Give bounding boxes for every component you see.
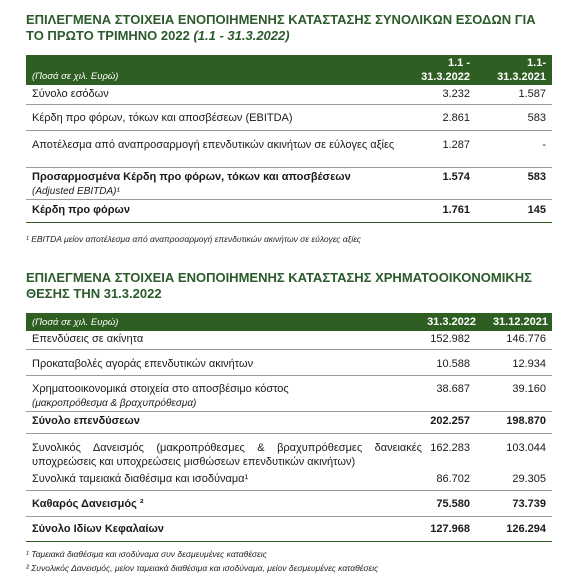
income-footnote: ¹ EBITDA μείον αποτέλεσμα από αναπροσαρμογή επενδυτικών ακινήτων σε εύλογες αξίες [26, 234, 361, 244]
row-value-2021: 198.870 [506, 415, 546, 427]
row-label-sub: (μακροπρόθεσμα & βραχυπρόθεσμα) [32, 398, 197, 409]
income-col-1-header [400, 56, 470, 84]
financial-footnote-1: ¹ Ταμειακά διαθέσιμα και ισοδύναμα συν δεσμευμένες καταθέσεις [26, 549, 267, 559]
row-label: Σύνολο επενδύσεων [32, 415, 140, 427]
row-label: Κέρδη προ φόρων, τόκων και αποσβέσεων (EBITDA) [32, 112, 293, 124]
income-section-title [26, 12, 556, 44]
income-period: (1.1 - 31.3.2022) [193, 28, 290, 43]
row-value-2022: 1.574 [442, 171, 470, 183]
row-value-2022: 127.968 [430, 523, 470, 535]
row-divider [26, 490, 552, 491]
row-label: Αποτέλεσμα από αναπροσαρμογή επενδυτικών ακινήτων σε εύλογες αξίες [32, 139, 395, 151]
row-value-2022: 38.687 [436, 383, 470, 395]
row-label [32, 382, 422, 411]
row-divider [26, 433, 552, 434]
row-label: Σύνολο εσόδων [32, 88, 109, 100]
row-value-2022: 86.702 [436, 473, 470, 485]
income-col-2-line-2: 31.3.2021 [497, 71, 546, 83]
row-value-2021: 39.160 [512, 383, 546, 395]
row-value-2021: 583 [527, 112, 546, 124]
income-col-2-header [476, 56, 546, 84]
row-label: Κέρδη προ φόρων [32, 204, 130, 216]
row-value-2022: 10.588 [436, 358, 470, 370]
row-value-2022: 162.283 [430, 442, 470, 454]
row-value-2021: 145 [527, 204, 546, 216]
row-value-2022: 3.232 [442, 88, 470, 100]
row-divider [26, 349, 552, 350]
row-value-2021: 73.739 [512, 498, 546, 510]
income-title-text: ΕΠΙΛΕΓΜΕΝΑ ΣΤΟΙΧΕΙΑ ΕΝΟΠΟΙΗΜΕΝΗΣ ΚΑΤΑΣΤΑΣΗΣ ΣΥΝΟΛΙΚΩΝ ΕΣΟΔΩΝ ΓΙΑ ΤΟ ΠΡΩΤΟ ΤΡΙΜΗΝΟ 2022 [26, 12, 536, 43]
financial-col-1-header: 31.3.2022 [427, 316, 476, 328]
row-value-2021: 146.776 [506, 333, 546, 345]
row-value-2022: 202.257 [430, 415, 470, 427]
row-divider [26, 167, 552, 168]
row-value-2022: 1.287 [442, 139, 470, 151]
row-label: Συνολικός Δανεισμός (μακροπρόθεσμες & βραχυπρόθεσμες δανειακές υποχρεώσεις και υποχρεώσεις μισθώσεων επενδυτικών ακινήτων) [32, 442, 422, 468]
row-divider [26, 130, 552, 131]
row-value-2021: 29.305 [512, 473, 546, 485]
income-unit-label: (Ποσά σε χιλ. Ευρώ) [32, 71, 119, 82]
income-col-1-line-2: 31.3.2022 [421, 71, 470, 83]
row-value-2022: 2.861 [442, 112, 470, 124]
row-value-2021: 583 [527, 171, 546, 183]
financial-footnote-2: ² Συνολικός Δανεισμός, μείον ταμειακά διαθέσιμα και ισοδύναμα, μείον δεσμευμένες καταθέσεις [26, 563, 379, 573]
row-value-2022: 152.982 [430, 333, 470, 345]
row-value-2021: 126.294 [506, 523, 546, 535]
row-divider [26, 411, 552, 412]
table-bottom-rule [26, 541, 552, 542]
financial-unit-label: (Ποσά σε χιλ. Ευρώ) [32, 317, 119, 328]
row-value-2022: 1.761 [442, 204, 470, 216]
row-label-sub: (Adjusted EBITDA)¹ [32, 186, 120, 197]
row-label: Καθαρός Δανεισμός ² [32, 498, 144, 510]
row-divider [26, 375, 552, 376]
row-value-2021: 103.044 [506, 442, 546, 454]
row-label-main: Χρηματοοικονομικά στοιχεία στο αποσβέσιμο κόστος [32, 383, 289, 395]
row-value-2021: 12.934 [512, 358, 546, 370]
row-divider [26, 516, 552, 517]
row-label: Σύνολο Ιδίων Κεφαλαίων [32, 523, 164, 535]
income-col-2-line-1: 1.1- [527, 57, 546, 69]
financial-col-2-header: 31.12.2021 [492, 316, 548, 328]
row-label: Συνολικά ταμειακά διαθέσιμα και ισοδύναμα¹ [32, 473, 249, 485]
row-divider [26, 199, 552, 200]
row-label [32, 170, 422, 199]
row-label-main: Προσαρμοσμένα Κέρδη προ φόρων, τόκων και αποσβέσεων [32, 171, 351, 183]
row-label: Προκαταβολές αγοράς επενδυτικών ακινήτων [32, 358, 254, 370]
financial-title-text: ΕΠΙΛΕΓΜΕΝΑ ΣΤΟΙΧΕΙΑ ΕΝΟΠΟΙΗΜΕΝΗΣ ΚΑΤΑΣΤΑΣΗΣ ΧΡΗΜΑΤΟΟΙΚΟΝΟΜΙΚΗΣ ΘΕΣΗΣ ΤΗΝ 31.3.2022 [26, 270, 532, 301]
row-divider [26, 104, 552, 105]
row-value-2021: 1.587 [518, 88, 546, 100]
row-value-2022: 75.580 [436, 498, 470, 510]
financial-table-header [26, 313, 552, 331]
table-bottom-rule [26, 222, 552, 223]
row-label: Επενδύσεις σε ακίνητα [32, 333, 144, 345]
income-table-header [26, 55, 552, 85]
row-value-2021: - [542, 139, 546, 151]
financial-section-title [26, 270, 556, 302]
income-col-1-line-1: 1.1 - [447, 57, 470, 69]
